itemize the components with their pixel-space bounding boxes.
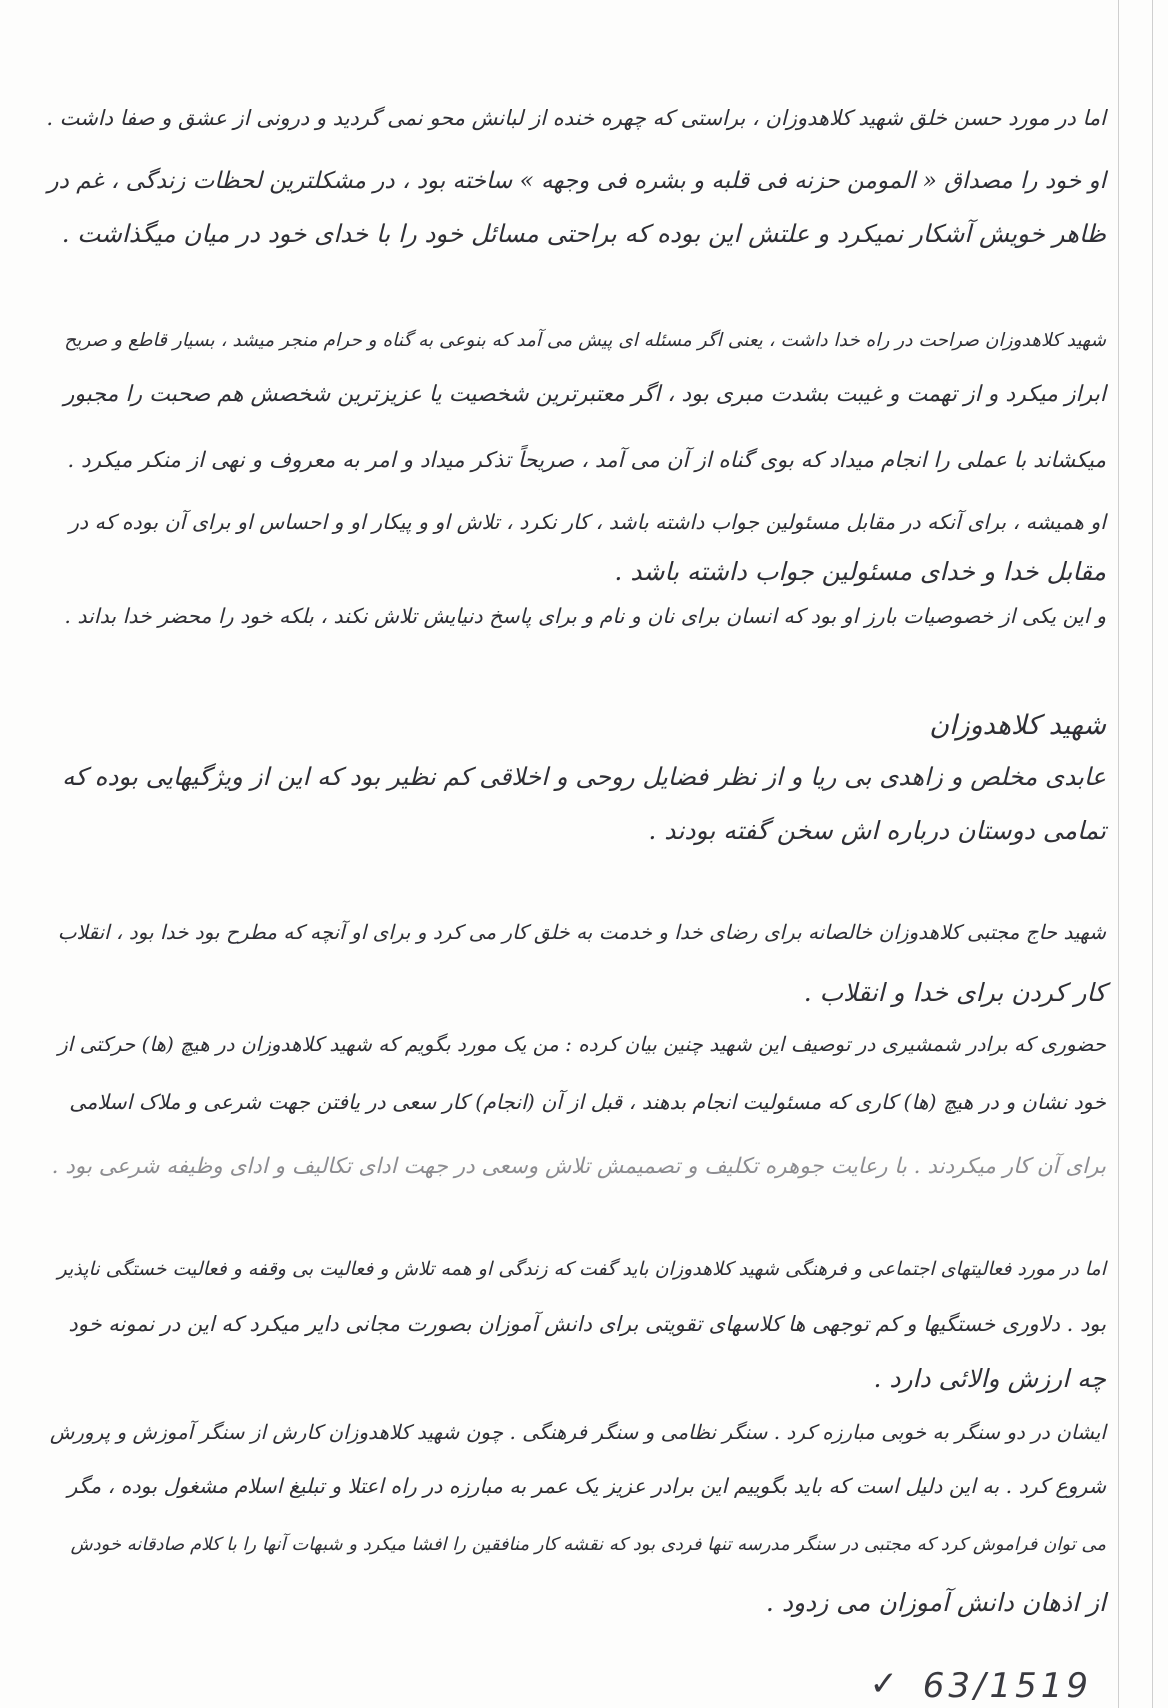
page-margin-line — [1118, 0, 1119, 1708]
text-line: شروع کرد . به این دلیل است که باید بگوییم این برادر عزیز یک عمر به مبارزه در راه اعتلا و تبلیغ اسلام مشغول بوده ، مگر — [67, 1474, 1106, 1498]
text-line: ظاهر خویش آشکار نمیکرد و علتش این بوده که براحتی مسائل خود را با خدای خود در میان میگذاشت . — [61, 219, 1106, 248]
text-line: چه ارزش والائی دارد . — [873, 1364, 1106, 1393]
section-heading: شهید کلاهدوزان — [929, 710, 1106, 741]
text-line: عابدی مخلص و زاهدی بی ریا و از نظر فضایل روحی و اخلاقی کم نظیر بود که این از ویژگیهایی بوده که — [62, 762, 1106, 791]
text-line: ابراز میکرد و از تهمت و غیبت بشدت مبری بود ، اگر معتبرترین شخصیت یا عزیزترین شخصش هم صحبت را مجبور — [63, 382, 1106, 407]
text-line: ایشان در دو سنگر به خوبی مبارزه کرد . سنگر نظامی و سنگر فرهنگی . چون شهید کلاهدوزان کارش از سنگر آموزش و پرورش — [49, 1420, 1106, 1444]
text-line: می توان فراموش کرد که مجتبی در سنگر مدرسه تنها فردی بود که نقشه کار منافقین را افشا میکرد و شبهات آنها را با کلام صادقانه خودش — [70, 1534, 1106, 1555]
text-line: مقابل خدا و خدای مسئولین جواب داشته باشد . — [614, 557, 1106, 586]
page-edge-line — [1152, 0, 1153, 1708]
text-line: میکشاند با عملی را انجام میداد که بوی گناه از آن می آمد ، صریحاً تذکر میداد و امر به معروف و نهی از منکر میکرد . — [67, 448, 1106, 473]
text-line: حضوری که برادر شمشیری در توصیف این شهید چنین بیان کرده : من یک مورد بگویم که شهید کلاهدوزان در هیچ (ها) حرکتی از — [58, 1032, 1106, 1056]
text-line: اما در مورد فعالیتهای اجتماعی و فرهنگی شهید کلاهدوزان باید گفت که زندگی او همه تلاش و فعالیت بی وقفه و فعالیت خستگی ناپذیر — [57, 1258, 1106, 1280]
text-line: شهید حاج مجتبی کلاهدوزان خالصانه برای رضای خدا و خدمت به خلق کار می کرد و برای او آنچه که مطرح بود خدا بود ، انقلاب — [57, 920, 1106, 944]
text-line: و این یکی از خصوصیات بارز او بود که انسان برای نان و نام و برای پاسخ دنیایش تلاش نکند ، بلکه خود را محضر خدا بداند . — [64, 604, 1106, 628]
reference-number: 63/1519 — [922, 1666, 1092, 1706]
margin-checkmark: ✓ — [869, 1664, 898, 1704]
text-line: اما در مورد حسن خلق شهید کلاهدوزان ، براستی که چهره خنده از لبانش محو نمی گردید و درونی از عشق و صفا داشت . — [46, 106, 1106, 130]
text-line: شهید کلاهدوزان صراحت در راه خدا داشت ، یعنی اگر مسئله ای پیش می آمد که بنوعی به گناه و حرام منجر میشد ، بسیار قاطع و صریح — [64, 330, 1106, 351]
text-line: او خود را مصداق « المومن حزنه فی قلبه و بشره فی وجهه » ساخته بود ، در مشکلترین لحظات زندگی ، غم در — [47, 168, 1106, 194]
text-line: برای آن کار میکردند . با رعایت جوهره تکلیف و تصمیمش تلاش وسعی در جهت ادای تکالیف و ادای وظیفه شرعی بود . — [51, 1154, 1106, 1179]
text-line: از اذهان دانش آموزان می زدود . — [765, 1588, 1106, 1617]
text-line: کار کردن برای خدا و انقلاب . — [803, 978, 1106, 1007]
text-line: بود . دلاوری خستگیها و کم توجهی ها کلاسهای تقویتی برای دانش آموزان بصورت مجانی دایر میکرد که این در نمونه خود — [68, 1312, 1106, 1336]
text-line: خود نشان و در هیچ (ها) کاری که مسئولیت انجام بدهند ، قبل از آن (انجام) کار سعی در یافتن جهت شرعی و ملاک اسلامی — [69, 1090, 1106, 1114]
text-line: تمامی دوستان درباره اش سخن گفته بودند . — [648, 816, 1106, 845]
text-line: او همیشه ، برای آنکه در مقابل مسئولین جواب داشته باشد ، کار نکرد ، تلاش او و پیکار او و احساس او برای آن بوده که در — [69, 510, 1106, 534]
